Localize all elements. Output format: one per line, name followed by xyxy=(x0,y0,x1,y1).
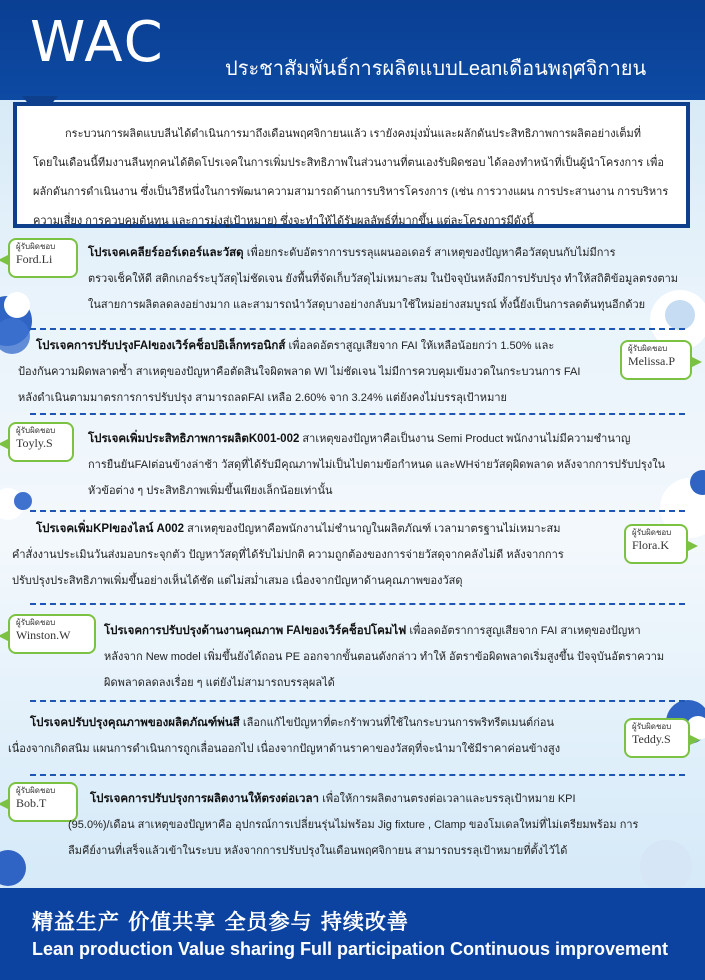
project-text: ตรวจเช็คให้ดี สติกเกอร์ระบุวัสดุไม่ชัดเจน ยังพื้นที่จัดเก็บวัสดุไม่เหมาะสม ในปัจจุบันหลังมีการปรับปรุง ทำให้สถิติข้อมูลตรงตาม xyxy=(88,273,679,285)
intro-line: กระบวนการผลิตแบบลีนได้ดำเนินการมาถึงเดือนพฤศจิกายนแล้ว เรายังคงมุ่งมั่นและผลักดันประสิทธิภาพการผลิตอย่างเต็มที่ xyxy=(65,128,642,140)
owner-name: Teddy.S xyxy=(632,732,671,746)
project-title: โปรเจคเพิ่มประสิทธิภาพการผลิตK001-002 xyxy=(88,433,300,445)
project-text: การยืนยันFAIต่อนข้างล่าช้า วัสดุที่ได้รับมีคุณภาพไม่เป็นไปตามข้อกำหนด และWHจ่ายวัสดุผิดพลาด หลังจากการปรับปรุงใน xyxy=(88,459,666,471)
owner-label: ผู้รับผิดชอบ xyxy=(16,242,56,251)
project-title: โปรเจคปรับปรุงคุณภาพของผลิตภัณฑ์พ่นสี xyxy=(30,717,240,729)
owner-label: ผู้รับผิดชอบ xyxy=(16,786,56,795)
intro-line: ความเสี่ยง การควบคุมต้นทุน และการมุ่งสู่เป้าหมาย) ซึ่งจะทำให้ได้รับผลลัพธ์ที่มากขึ้น แต่ละโครงการมีดังนี้ xyxy=(33,215,534,227)
owner-name: Melissa.P xyxy=(628,354,676,368)
owner-label: ผู้รับผิดชอบ xyxy=(632,528,672,537)
project-line xyxy=(88,426,688,452)
footer-slogan-en: Lean production Value sharing Full participation Continuous improvement xyxy=(32,939,669,959)
project-title: โปรเจคการปรับปรุงFAIของเวิร์คช็อปอิเล็กทรอนิกส์ xyxy=(36,340,286,352)
project-text: (95.0%)/เดือน สาเหตุของปัญหาคือ อุปกรณ์การเปลี่ยนรุ่นไม่พร้อม Jig fixture , Clamp ของโมเดลใหม่ที่ไม่เตรียมพร้อม การ xyxy=(68,819,639,831)
owner-name: Toyly.S xyxy=(16,436,53,450)
project-text: สาเหตุของปัญหาคือเป็นงาน Semi Product พนักงานไม่มีความชำนาญ xyxy=(302,433,631,445)
page-title: ประชาสัมพันธ์การผลิตแบบLeanเดือนพฤศจิกายน xyxy=(225,58,647,80)
section-divider xyxy=(30,774,685,776)
intro-line: โดยในเดือนนี้ทีมงานลีนทุกคนได้ติดโปรเจคในการเพิ่มประสิทธิภาพในส่วนงานที่ตนเองรับผิดชอบ ได้ลองทำหน้าที่เป็นผู้นำโครงการ เพื่อ xyxy=(33,157,664,169)
owner-badge xyxy=(8,614,96,654)
section-divider xyxy=(30,413,685,415)
project-section xyxy=(88,240,688,318)
owner-name: Bob.T xyxy=(16,796,47,810)
project-line xyxy=(68,786,688,812)
section-divider xyxy=(30,510,685,512)
project-text: ลืมคีย์งานที่เสร็จแล้วเข้าในระบบ หลังจากการปรับปรุงในเดือนพฤศจิกายน สามารถบรรลุเป้าหมายที่ตั้งไว้ได้ xyxy=(68,845,568,857)
project-text: หัวข้อต่าง ๆ ประสิทธิภาพเพิ่มขึ้นเพียงเล็กน้อยเท่านั้น xyxy=(88,485,333,497)
project-line xyxy=(88,240,688,266)
wac-logo: WAC xyxy=(30,10,165,75)
project-title: โปรเจคการปรับปรุงด้านงานคุณภาพ FAIของเวิร์คช็อปโคมไฟ xyxy=(104,625,407,637)
project-text: เพื่อยกระดับอัตราการบรรลุแผนออเดอร์ สาเหตุของปัญหาคือวัสดุบนกับไม่มีการ xyxy=(246,247,616,259)
owner-name: Flora.K xyxy=(632,538,669,552)
owner-badge xyxy=(8,238,78,278)
project-text: เพื่อลดอัตราสูญเสียจาก FAI ให้เหลือน้อยกว่า 1.50% และ xyxy=(288,340,555,352)
owner-label: ผู้รับผิดชอบ xyxy=(628,344,668,353)
project-line xyxy=(12,516,612,542)
decor-circle xyxy=(0,850,26,886)
owner-badge xyxy=(8,422,74,462)
owner-name: Ford.Li xyxy=(16,252,53,266)
header-banner xyxy=(0,0,705,100)
project-text: สาเหตุของปัญหาคือพนักงานไม่ชำนาญในผลิตภัณฑ์ เวลามาตรฐานไม่เหมาะสม xyxy=(187,523,561,535)
project-line xyxy=(18,333,618,359)
project-section xyxy=(88,426,688,504)
section-divider xyxy=(30,700,685,702)
owner-badge xyxy=(620,340,692,380)
project-line xyxy=(8,710,608,736)
intro-box xyxy=(13,102,690,228)
owner-label: ผู้รับผิดชอบ xyxy=(632,722,672,731)
section-divider xyxy=(30,328,685,330)
project-line xyxy=(104,618,694,644)
owner-badge xyxy=(624,718,690,758)
project-title: โปรเจคเคลียร์ออร์เดอร์และวัสดุ xyxy=(88,247,244,259)
project-text: หลังดำเนินตามมาตรการการปรับปรุง สามารถลดFAI เหลือ 2.60% จาก 3.24% แต่ยังคงไม่บรรลุเป้าหมาย xyxy=(18,392,507,404)
project-section xyxy=(12,516,612,594)
owner-name: Winston.W xyxy=(16,628,71,642)
footer-slogan-cn: 精益生产 价值共享 全员参与 持续改善 xyxy=(32,910,409,934)
section-divider xyxy=(30,603,685,605)
project-text: ผิดพลาดลดลงเรื่อย ๆ แต่ยังไม่สามารถบรรลุผลได้ xyxy=(104,677,335,689)
decor-circle xyxy=(14,492,32,510)
project-section xyxy=(18,333,618,411)
owner-label: ผู้รับผิดชอบ xyxy=(16,618,56,627)
project-text: ป้องกันความผิดพลาดซ้ำ สาเหตุของปัญหาคือตัดสินใจผิดพลาด WI ไม่ชัดเจน ไม่มีการควบคุมเข้มงวดในกระบวนการ FAI xyxy=(18,366,581,378)
project-title: โปรเจคเพิ่มKPIของไลน์ A002 xyxy=(36,523,185,535)
project-text: ปรับปรุงประสิทธิภาพเพิ่มขึ้นอย่างเห็นได้ชัด แต่ไม่สม่ำเสมอ เนื่องจากปัญหาด้านคุณภาพของวัสดุ xyxy=(12,575,463,587)
project-text: ในสายการผลิตลดลงอย่างมาก และสามารถนำวัสดุบางอย่างกลับมาใช้ใหม่อย่างสมบูรณ์ ทั้งนี้ยังเป็นการลดต้นทุนอีกด้วย xyxy=(88,299,646,311)
intro-line: ผลักดันการดำเนินงาน ซึ่งเป็นวิธีหนึ่งในการพัฒนาความสามารถด้านการบริหารโครงการ (เช่น การวางแผน การประสานงาน การบริหาร xyxy=(33,186,669,198)
owner-label: ผู้รับผิดชอบ xyxy=(16,426,56,435)
decor-circle xyxy=(4,292,30,318)
project-text: คำสั่งงานประเมินวันส่งมอบกระจุกตัว ปัญหาวัสดุที่ได้รับไม่ปกติ ความถูกต้องของการจ่ายวัสดุจากคลังไม่ดี หลังจากการ xyxy=(12,549,564,561)
owner-badge xyxy=(624,524,688,564)
project-text: เลือกแก้ไขปัญหาที่ตะกรัาพวนที่ใช้ในกระบวนการพริทรีตเมนต์ก่อน xyxy=(242,717,554,729)
project-text: เนื่องจากเกิดสนิม แผนการดำเนินการถูกเลื่อนออกไป เนื่องจากปัญหาด้านราคาของวัสดุที่จะนำมาใช้มีราคาค่อนข้างสูง xyxy=(8,743,561,755)
project-text: หลังจาก New model เพิ่มขึ้นยังได้ถอน PE ออกจากขั้นตอนดังกล่าว ทำให้ อัตราข้อผิดพลาดเริ่มสูงขึ้น ปัจจุบันอัตราความ xyxy=(104,651,665,663)
project-section xyxy=(8,710,608,762)
project-section xyxy=(68,786,688,864)
project-text: เพื่อลดอัตราการสูญเสียจาก FAI สาเหตุของปัญหา xyxy=(409,625,641,637)
project-text: เพื่อให้การผลิตงานตรงต่อเวลาและบรรลุเป้าหมาย KPI xyxy=(322,793,576,805)
project-title: โปรเจคการปรับปรุงการผลิตงานให้ตรงต่อเวลา xyxy=(90,793,319,805)
project-section xyxy=(104,618,694,696)
